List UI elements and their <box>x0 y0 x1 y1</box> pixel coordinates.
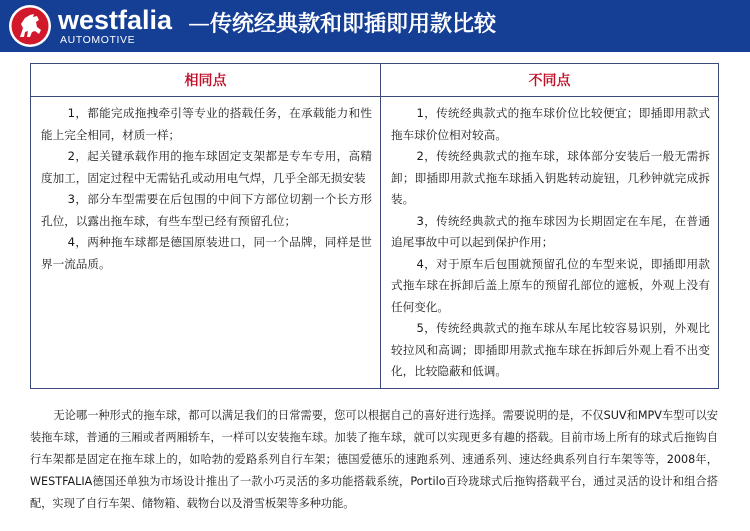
summary-paragraph: 无论哪一种形式的拖车球，都可以满足我们的日常需要，您可以根据自己的喜好进行选择。需要说明的是，不仅SUV和MPV车型可以安装拖车球，普通的三厢或者两厢轿车，一样可以安装拖车球。加装了拖车球，就可以实现更多有趣的搭载。目前市场上所有的球式后拖钩自行车架都是固定在拖车球上的，如哈勃的爱路系列自行车架；德国爱德乐的速跑系列、速通系列、速达经典系列自行车架等等，2008年，WESTFALIA德国还单独为市场设计推出了一款小巧灵活的多功能搭载系统，Portilo百玲珑球式后拖钩搭载平台，通过灵活的设计和组合搭配，实现了自行车架、储物箱、载物台以及滑雪板架等多种功能。 <box>30 409 718 510</box>
diff-point-item: 1，传统经典款式的拖车球价位比较便宜；即插即用款式拖车球价位相对较高。 <box>391 106 710 142</box>
header-diff: 不同点 <box>381 64 719 97</box>
same-points-cell <box>31 97 381 389</box>
comparison-table <box>30 63 719 389</box>
page-title: 传统经典款和即插即用款比较 <box>210 12 497 37</box>
horse-emblem-icon <box>8 4 52 48</box>
diff-point-item: 5，传统经典款式的拖车球从车尾比较容易识别，外观比较拉风和高调；即插即用款式拖车球在拆卸后外观上看不出变化，比较隐蔽和低调。 <box>391 321 710 378</box>
title-dash: — <box>188 12 210 37</box>
table-body-row <box>31 97 719 389</box>
same-point-item: 4，两种拖车球都是德国原装进口，同一个品牌，同样是世界一流品质。 <box>41 235 372 271</box>
same-point-item: 2，起关键承载作用的拖车球固定支架都是专车专用，高精度加工，固定过程中无需钻孔或动用电气焊，几乎全部无损安装 <box>41 149 372 185</box>
diff-point-item: 3，传统经典款式的拖车球因为长期固定在车尾，在普通追尾事故中可以起到保护作用； <box>391 213 710 249</box>
same-point-item: 3，部分车型需要在后包围的中间下方部位切割一个长方形孔位，以露出拖车球，有些车型已经有预留孔位； <box>41 192 372 228</box>
diff-points-cell <box>381 97 719 389</box>
diff-point-item: 2，传统经典款式的拖车球，球体部分安装后一般无需拆卸；即插即用款式拖车球插入钥匙转动旋钮，几秒钟就完成拆装。 <box>391 149 710 206</box>
brand-subtitle: AUTOMOTIVE <box>60 34 136 46</box>
table-header-row <box>31 64 719 97</box>
same-point-item: 1，都能完成拖拽牵引等专业的搭载任务，在承载能力和性能上完全相同，材质一样； <box>41 106 372 142</box>
header-same: 相同点 <box>31 64 381 97</box>
header-banner <box>0 0 750 52</box>
brand-name: westfalia <box>58 5 173 35</box>
diff-point-item: 4，对于原车后包围就预留孔位的车型来说，即插即用款式拖车球在拆卸后盖上原车的预留孔部位的遮板，外观上没有任何变化。 <box>391 256 710 314</box>
